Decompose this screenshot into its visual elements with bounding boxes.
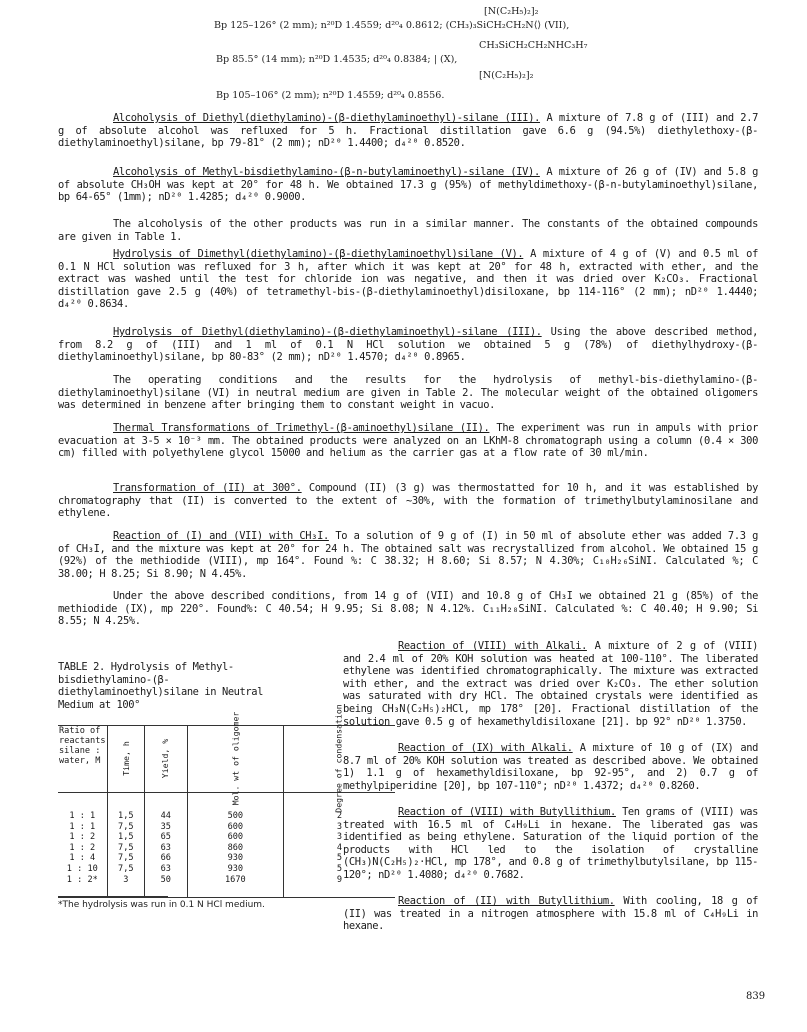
section-title: Alcoholysis of Diethyl(diethylamino)-(β-diethylaminoethyl)-silane (III). xyxy=(113,112,541,124)
table-cell: 4 xyxy=(284,843,395,854)
table-row xyxy=(58,832,395,843)
table-cell: 2 xyxy=(284,793,395,822)
table-cell: 930 xyxy=(187,864,284,875)
paragraph-body: A mixture of 2 g of (VIII) and 2.4 ml of 20% KOH solution was heated at 100-110°. The liberated ethylene was identified chromatographically. The mixture was extracted with ether, and the extract was dried over K₂CO₃. The ether solution was saturated with dry HCl. The obtained crystals were identified as being CH₃N(C₂H₅)₂HCl, mp 178° [20]. Fractional distillation of the solution gave 0.5 g of hexamethyldisiloxane [21]. bp 92° nD²⁰ 1.3750. xyxy=(343,640,758,728)
footnote-text: *The hydrolysis was run in 0.1 N HCl medium. xyxy=(58,900,265,910)
paragraph-body: A mixture of 10 g of (IX) and 8.7 ml of 20% KOH solution was treated as described above. We obtained 1) 1.1 g of hexamethyldisiloxane, bp 92-95°, and 2) 0.7 g of methylpiperidine [20], bp 107-110°; nD²⁰ 1.4372; d₄²⁰ 0.8260. xyxy=(343,742,758,792)
column-header-yield: Yield, % xyxy=(145,726,187,793)
paragraph-methiodide-ix: Under the above described conditions, from 14 g of (VII) and 10.8 g of CH₃I we obtained 21 g (85%) of the methiodide (IX), mp 220°. Found%: C 40.54; H 9.95; Si 8.08; N 4.12%. C₁₁H₂₈SiNI. Calculated %: C 40.40; H 9.90; Si 8.55; N 4.25%. xyxy=(58,590,758,628)
table-cell: 3 xyxy=(284,832,395,843)
paragraph-body: Ten grams of (VIII) was treated with 16.5 ml of C₄H₉Li in hexane. The liberated gas was identified as being ethylene. Saturation of the liquid portion of the products with HCl led to the isolation of crystalline (CH₃)N(C₂H₅)₂·HCl, mp 178°, and 0.8 g of trimethylbutylsilane, bp 115-120°; nD²⁰ 1.4080; d₄²⁰ 0.7682. xyxy=(343,806,758,881)
table-cell: 600 xyxy=(187,822,284,833)
table-cell: 1 : 2* xyxy=(58,875,107,898)
paragraph-viii-butyllithium xyxy=(343,806,758,882)
paragraph-thermal-transformations xyxy=(58,422,758,460)
section-title: Reaction of (IX) with Alkali. xyxy=(398,742,573,754)
table-cell: 860 xyxy=(187,843,284,854)
table-cell: 1 : 2 xyxy=(69,832,96,843)
table-row xyxy=(58,875,395,898)
column-header-time: Time, h xyxy=(107,726,145,793)
column-header-condensation: Degree of condensation xyxy=(284,726,395,793)
section-title: Reaction of (I) and (VII) with CH₃I. xyxy=(113,530,329,542)
paragraph-body: Compound (II) (3 g) was thermostatted for 10 h, and it was established by chromatography that (II) is converted to the extent of ~30%, with the formation of trimethylbutylaminosilane and ethylene. xyxy=(58,482,758,520)
paragraph-body: The experiment was run in ampuls with prior evacuation at 3-5 × 10⁻³ mm. The obtained products were analyzed on an LKhM-8 chromatograph using a column (0.4 × 300 cm) filled with polyethylene glycol 15000 and helium as the carrier gas at a flow rate of 30 ml/min. xyxy=(58,422,758,460)
page-number: 839 xyxy=(746,991,766,1002)
header-formula-line2: Bp 125–126° (2 mm); n²⁰D 1.4559; d²⁰₄ 0.8612; (CH₃)₃SiCH₂CH₂N⟨⟩ (VII), xyxy=(214,20,570,31)
table-footnote xyxy=(58,896,278,912)
paragraph-transformation-300 xyxy=(58,482,758,520)
section-title: Reaction of (VIII) with Alkali. xyxy=(398,640,587,652)
table-cell: 1,5 xyxy=(107,793,145,822)
table-cell: 50 xyxy=(145,875,187,898)
table-cell: 3 xyxy=(107,875,145,898)
table-cell: 63 xyxy=(145,843,187,854)
table-cell: 930 xyxy=(187,853,284,864)
table-row xyxy=(58,843,395,854)
column-header-mol-wt: Mol. wt of oligomer xyxy=(187,726,284,793)
section-title: Thermal Transformations of Trimethyl-(β-aminoethyl)silane (II). xyxy=(113,422,490,434)
paragraph-body: Using the above described method, from 8.2 g of (III) and 1 ml of 0.1 N HCl solution we obtained 5 g (78%) of diethylhydroxy-(β-diethylaminoethyl)silane, bp 80-83° (2 mm); nD²⁰ 1.4570; d₄²⁰ 0.8965. xyxy=(58,326,758,364)
column-header-ratio: Ratio of reactants silane : water, M xyxy=(58,726,107,793)
paragraph-body: With cooling, 18 g of (II) was treated in a nitrogen atmosphere with 15.8 ml of C₄H₉Li in hexane. xyxy=(343,895,759,933)
table-cell: 600 xyxy=(187,832,284,843)
paragraph-hydrolysis-iii xyxy=(58,326,758,364)
paragraph-reaction-ch3i xyxy=(58,530,758,580)
paragraph-ix-alkali xyxy=(343,742,758,792)
table-row xyxy=(58,822,395,833)
table-cell: 1 : 2 xyxy=(69,842,96,853)
section-title: Hydrolysis of Diethyl(diethylamino)-(β-diethylaminoethyl)-silane (III). xyxy=(113,326,542,338)
table-cell: 1 : 1 xyxy=(69,821,96,832)
table-cell: 63 xyxy=(145,864,187,875)
paragraph-hydrolysis-v xyxy=(58,248,758,311)
section-title: Transformation of (II) at 300°. xyxy=(113,482,302,494)
header-formula-line6: Bp 105–106° (2 mm); n²⁰D 1.4559; d²⁰₄ 0.8556. xyxy=(216,90,445,101)
header-formula-line3: CH₃SiCH₂CH₂NHC₃H₇ xyxy=(479,40,588,51)
paragraph-body: A mixture of 7.8 g of (III) and 2.7 g of absolute alcohol was refluxed for 5 h. Fractional distillation gave 6.6 g (94.5%) diethylethoxy-(β-diethylaminoethyl)silane, bp 79-81° (2 mm); nD²⁰ 1.4400; d₄²⁰ 0.8520. xyxy=(58,112,758,150)
paragraph-alcoholysis-iii xyxy=(58,112,758,150)
footnote-divider xyxy=(58,896,168,897)
paragraph-body: To a solution of 9 g of (I) in 50 ml of absolute ether was added 7.3 g of CH₃I, and the mixture was kept at 20° for 24 h. The obtained salt was recrystallized from alcohol. We obtained 15 g (92%) of the methiodide (VIII), mp 164°. Found %: C 38.32; H 8.60; Si 8.57; N 4.30%; C₁₀H₂₆SiNI. Calculated %; C 38.00; H 8.25; Si 8.90; N 4.45%. xyxy=(58,530,758,580)
table-cell: 7,5 xyxy=(107,853,145,864)
paragraph-hydrolysis-vi: The operating conditions and the results for the hydrolysis of methyl-bis-diethylamino-(β-diethylaminoethyl)silane (VI) in neutral medium are given in Table 2. The molecular weight of the obtained oligomers was determined in benzene after bringing them to constant weight in vacuo. xyxy=(58,374,758,412)
paragraph-body: A mixture of 26 g of (IV) and 5.8 g of absolute CH₃OH was kept at 20° for 48 h. We obtained 17.3 g (95%) of methyldimethoxy-(β-n-butylaminoethyl)silane, bp 64-65° (1mm); nD²⁰ 1.4285; d₄²⁰ 0.9000. xyxy=(58,166,758,204)
table-row xyxy=(58,864,395,875)
header-formula-line4: Bp 85.5° (14 mm); n²⁰D 1.4535; d²⁰₄ 0.8384; | (X), xyxy=(216,54,458,65)
paragraph-other-products: The alcoholysis of the other products was run in a similar manner. The constants of the obtained compounds are given in Table 1. xyxy=(58,218,758,243)
table-cell: 1670 xyxy=(187,875,284,898)
table-cell: 66 xyxy=(145,853,187,864)
header-formula-line5: [N(C₂H₅)₂]₂ xyxy=(479,70,534,81)
table-caption: TABLE 2. Hydrolysis of Methyl-bisdiethylamino-(β-diethylaminoethyl)silane in Neutral Medium at 100° xyxy=(58,661,263,711)
table-cell: 65 xyxy=(145,832,187,843)
table-cell: 7,5 xyxy=(107,843,145,854)
hydrolysis-table xyxy=(58,704,395,898)
table-cell: 5 xyxy=(284,853,395,864)
table-row xyxy=(58,853,395,864)
table-cell: 3 xyxy=(284,822,395,833)
table-cell: 5 xyxy=(284,864,395,875)
table-cell: 7,5 xyxy=(107,864,145,875)
table-cell: 7,5 xyxy=(107,822,145,833)
table-row xyxy=(58,793,395,822)
section-title: Reaction of (II) with Butyllithium. xyxy=(398,895,615,907)
table-cell: 35 xyxy=(145,822,187,833)
table-cell: 1 : 1 xyxy=(69,811,96,821)
section-title: Hydrolysis of Dimethyl(diethylamino)-(β-diethylaminoethyl)silane (V). xyxy=(113,248,524,260)
table-cell: 9 xyxy=(284,875,395,898)
paragraph-alcoholysis-iv xyxy=(58,166,758,204)
table-cell: 1 : 4 xyxy=(69,853,96,864)
section-title: Reaction of (VIII) with Butyllithium. xyxy=(398,806,616,818)
table-cell: 1 : 10 xyxy=(66,863,98,874)
table-cell: 500 xyxy=(187,793,284,822)
paragraph-body: A mixture of 4 g of (V) and 0.5 ml of 0.1 N HCl solution was refluxed for 3 h, after which it was kept at 20° for 48 h, extracted with ether, and the extract was washed until the test for chloride ion was negative, and then it was dried over K₂CO₃. Fractional distillation gave 2.5 g (40%) of tetramethyl-bis-(β-diethylaminoethyl)disiloxane, bp 114-116° (2 mm); nD²⁰ 1.4440; d₄²⁰ 0.8634. xyxy=(58,248,758,311)
section-title: Alcoholysis of Methyl-bisdiethylamino-(β-n-butylaminoethyl)-silane (IV). xyxy=(113,166,540,178)
header-formula-line1: [N(C₂H₅)₂]₂ xyxy=(484,6,539,17)
paragraph-viii-alkali xyxy=(343,640,758,728)
paragraph-ii-butyllithium xyxy=(343,895,758,933)
table-cell: 44 xyxy=(145,793,187,822)
table-cell: 1,5 xyxy=(107,832,145,843)
